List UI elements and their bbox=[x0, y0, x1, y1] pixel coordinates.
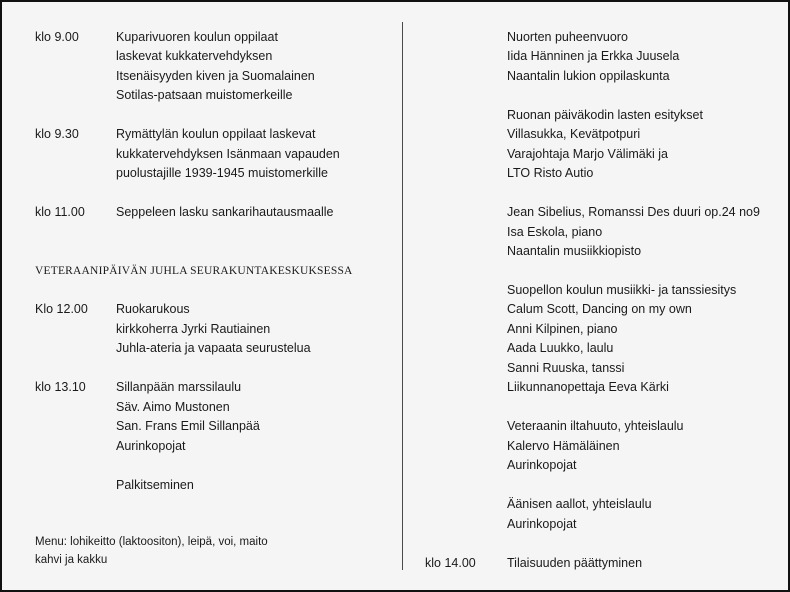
program-line: Varajohtaja Marjo Välimäki ja bbox=[507, 147, 668, 161]
event-line: Rymättylän koulun oppilaat laskevat bbox=[116, 127, 316, 141]
program-line: kirkkoherra Jyrki Rautiainen bbox=[116, 322, 271, 336]
program-line: Villasukka, Kevätpotpuri bbox=[507, 127, 641, 141]
event-time: klo 11.00 bbox=[35, 205, 85, 219]
program-line: Nuorten puheenvuoro bbox=[507, 30, 628, 44]
menu-line: kahvi ja kakku bbox=[35, 554, 108, 566]
event-line: laskevat kukkatervehdyksen bbox=[116, 49, 273, 63]
program-line: Isa Eskola, piano bbox=[507, 225, 603, 239]
closing-time: klo 14.00 bbox=[425, 556, 476, 570]
program-line: Jean Sibelius, Romanssi Des duuri op.24 no9 bbox=[507, 205, 760, 219]
event-line: Kuparivuoren koulun oppilaat bbox=[116, 30, 278, 44]
program-line: Sanni Ruuska, tanssi bbox=[507, 361, 625, 375]
program-line: Aurinkopojat bbox=[507, 458, 577, 472]
event-line: Sotilas-patsaan muistomerkeille bbox=[116, 88, 293, 102]
program-line: Naantalin lukion oppilaskunta bbox=[507, 69, 670, 83]
section-heading: VETERAANIPÄIVÄN JUHLA SEURAKUNTAKESKUKSESSA bbox=[35, 265, 353, 277]
program-line: Iida Hänninen ja Erkka Juusela bbox=[507, 49, 680, 63]
column-divider bbox=[402, 22, 403, 570]
program-line: San. Frans Emil Sillanpää bbox=[116, 419, 260, 433]
program-line: Aurinkopojat bbox=[116, 439, 186, 453]
closing-text: Tilaisuuden päättyminen bbox=[507, 556, 643, 570]
program-line: Liikunnanopettaja Eeva Kärki bbox=[507, 380, 669, 394]
event-line: puolustajille 1939-1945 muistomerkille bbox=[116, 166, 328, 180]
program-line: Naantalin musiikkiopisto bbox=[507, 244, 642, 258]
program-line: Aurinkopojat bbox=[507, 517, 577, 531]
event-line: Seppeleen lasku sankarihautausmaalle bbox=[116, 205, 334, 219]
program-line: Juhla-ateria ja vapaata seurustelua bbox=[116, 341, 311, 355]
program-line: Aada Luukko, laulu bbox=[507, 341, 614, 355]
program-time: Klo 12.00 bbox=[35, 302, 88, 316]
event-time: klo 9.30 bbox=[35, 127, 79, 141]
event-line: Itsenäisyyden kiven ja Suomalainen bbox=[116, 69, 315, 83]
program-line: Palkitseminen bbox=[116, 478, 194, 492]
menu-line: Menu: lohikeitto (laktoositon), leipä, voi, maito bbox=[35, 536, 268, 548]
program-line: Sillanpään marssilaulu bbox=[116, 380, 242, 394]
program-line: Veteraanin iltahuuto, yhteislaulu bbox=[507, 419, 684, 433]
program-line: Säv. Aimo Mustonen bbox=[116, 400, 230, 414]
program-line: Ruonan päiväkodin lasten esitykset bbox=[507, 108, 703, 122]
program-line: Anni Kilpinen, piano bbox=[507, 322, 618, 336]
event-line: kukkatervehdyksen Isänmaan vapauden bbox=[116, 147, 340, 161]
program-line: Ruokarukous bbox=[116, 302, 190, 316]
program-line: Suopellon koulun musiikki- ja tanssiesitys bbox=[507, 283, 737, 297]
program-line: LTO Risto Autio bbox=[507, 166, 594, 180]
program-line: Äänisen aallot, yhteislaulu bbox=[507, 497, 652, 511]
program-line: Calum Scott, Dancing on my own bbox=[507, 302, 692, 316]
event-time: klo 9.00 bbox=[35, 30, 79, 44]
program-line: Kalervo Hämäläinen bbox=[507, 439, 620, 453]
program-time: klo 13.10 bbox=[35, 380, 86, 394]
